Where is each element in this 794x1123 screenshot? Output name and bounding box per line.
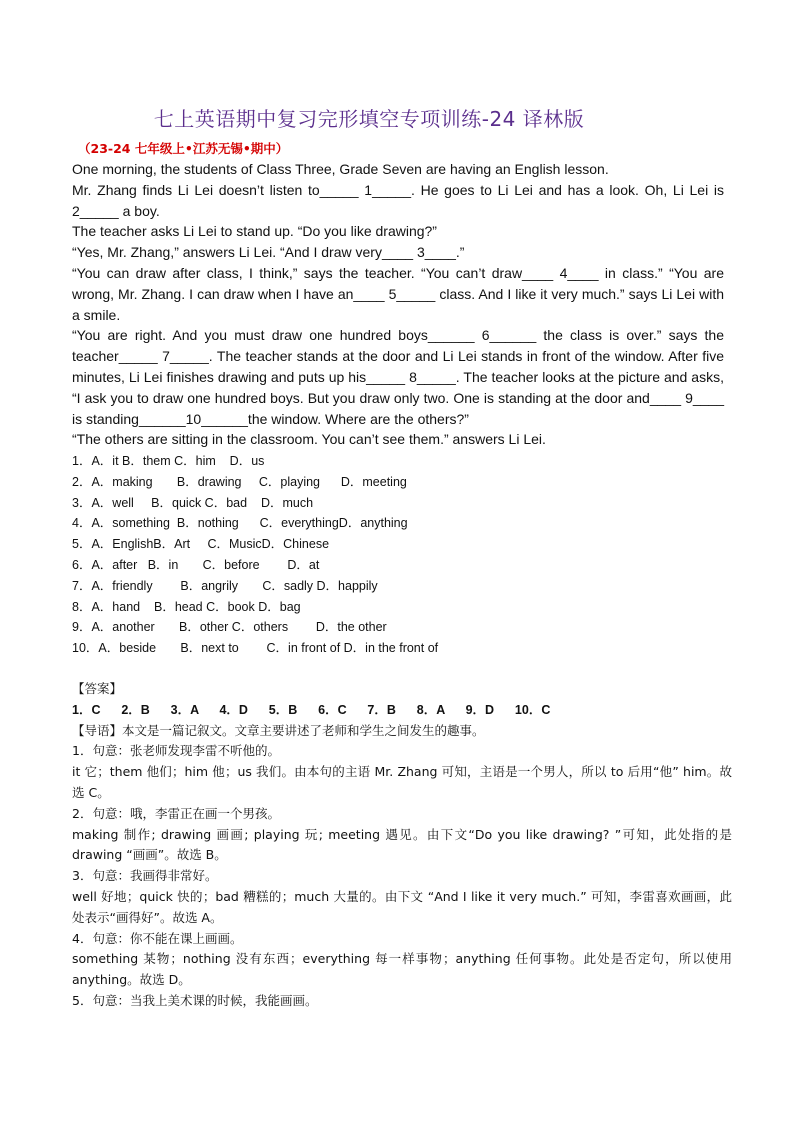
passage-paragraph: One morning, the students of Class Three, Grade Seven are having an English lesson.: [72, 161, 609, 177]
option-row: 1．A．it B．them C．him D．us: [72, 454, 265, 468]
passage-paragraph: “The others are sitting in the classroom. You can’t see them.” answers Li Lei.: [72, 431, 546, 448]
option-row: 5．A．EnglishB．Art C．MusicD．Chinese: [72, 537, 330, 552]
cloze-passage: [72, 159, 724, 450]
options-list: [72, 451, 724, 659]
explanation-line: making 制作; drawing 画画; playing 玩; meeting 遇见。由下文“Do you like drawing? ”可知，此处指的是 drawing “画画”。故选 B。: [72, 826, 732, 863]
answer-guide: 【导语】本文是一篇记叙文。文章主要讲述了老师和学生之间发生的趣事。: [72, 722, 485, 738]
source-label: （23-24 七年级上•江苏无锡•期中）: [78, 141, 289, 156]
answer-keys: 1．C 2．B 3．A 4．D 5．B 6．C 7．B 8．A 9．D 10．C: [72, 702, 551, 717]
option-row: 6．A．after B．in C．before D．at: [72, 557, 320, 572]
option-row: 4．A．something B．nothing C．everythingD．anything: [72, 516, 408, 531]
passage-paragraph: “You are right. And you must draw one hundred boys______ 6______ the class is over.” says the teacher_____ 7_____. The teacher stands at the door and Li Lei stands in front of the window. After five minutes, Li Lei finishes drawing and puts up his_____ 8_____. The teacher looks at the picture and asks, “I ask you to draw one hundred boys. But you draw only two. One is standing at the door and____ 9____ is standing______10______the window. Where are the others?”: [72, 327, 724, 427]
option-row: 9．A．another B．other C．others D．the other: [72, 620, 387, 635]
page-title: 七上英语期中复习完形填空专项训练-24 译林版: [153, 107, 585, 131]
answer-heading: 【答案】: [72, 681, 123, 696]
option-row: 8．A．hand B．head C．book D．bag: [72, 599, 301, 614]
explanation-line: something 某物；nothing 没有东西；everything 每一样事物；anything 任何事物。此处是否定句，所以使用 anything。故选 D。: [72, 951, 732, 988]
explanation-line: 3．句意：我画得非常好。: [72, 868, 218, 884]
explanation-line: 4．句意：你不能在课上画画。: [72, 930, 243, 946]
explanation-line: it 它；them 他们；him 他；us 我们。由本句的主语 Mr. Zhang 可知，主语是一个男人，所以 to 后用“他” him。故选 C。: [72, 764, 732, 800]
explanation-line: 2．句意：哦，李雷正在画一个男孩。: [72, 805, 280, 821]
option-row: 10．A．beside B．next to C．in front of D．in the front of: [72, 641, 439, 656]
option-row: 7．A．friendly B．angrily C．sadly D．happily: [72, 578, 378, 593]
answer-section: [72, 679, 732, 1012]
passage-paragraph: The teacher asks Li Lei to stand up. “Do you like drawing?”: [72, 223, 437, 240]
passage-paragraph: Mr. Zhang finds Li Lei doesn’t listen to_____ 1_____. He goes to Li Lei and has a look. Oh, Li Lei is 2_____ a boy.: [72, 181, 724, 219]
option-row: 3．A．well B．quick C．bad D．much: [72, 495, 314, 510]
explanation-line: 5．句意：当我上美术课的时候，我能画画。: [72, 992, 318, 1008]
explanation-line: 1．句意：张老师发现李雷不听他的。: [72, 743, 280, 759]
option-row: 2．A．making B．drawing C．playing D．meeting: [72, 474, 407, 489]
passage-paragraph: “You can draw after class, I think,” says the teacher. “You can’t draw____ 4____ in class.” “You are wrong, Mr. Zhang. I can draw when I have an____ 5_____ class. And I like it very much.” says Li Lei with a smile.: [72, 264, 724, 323]
explanation-line: well 好地；quick 快的；bad 糟糕的；much 大量的。由下文 “And I like it very much.” 可知，李雷喜欢画画，此处表示“画得好”。故选 A。: [72, 888, 732, 925]
passage-paragraph: “Yes, Mr. Zhang,” answers Li Lei. “And I draw very____ 3____.”: [72, 244, 465, 261]
